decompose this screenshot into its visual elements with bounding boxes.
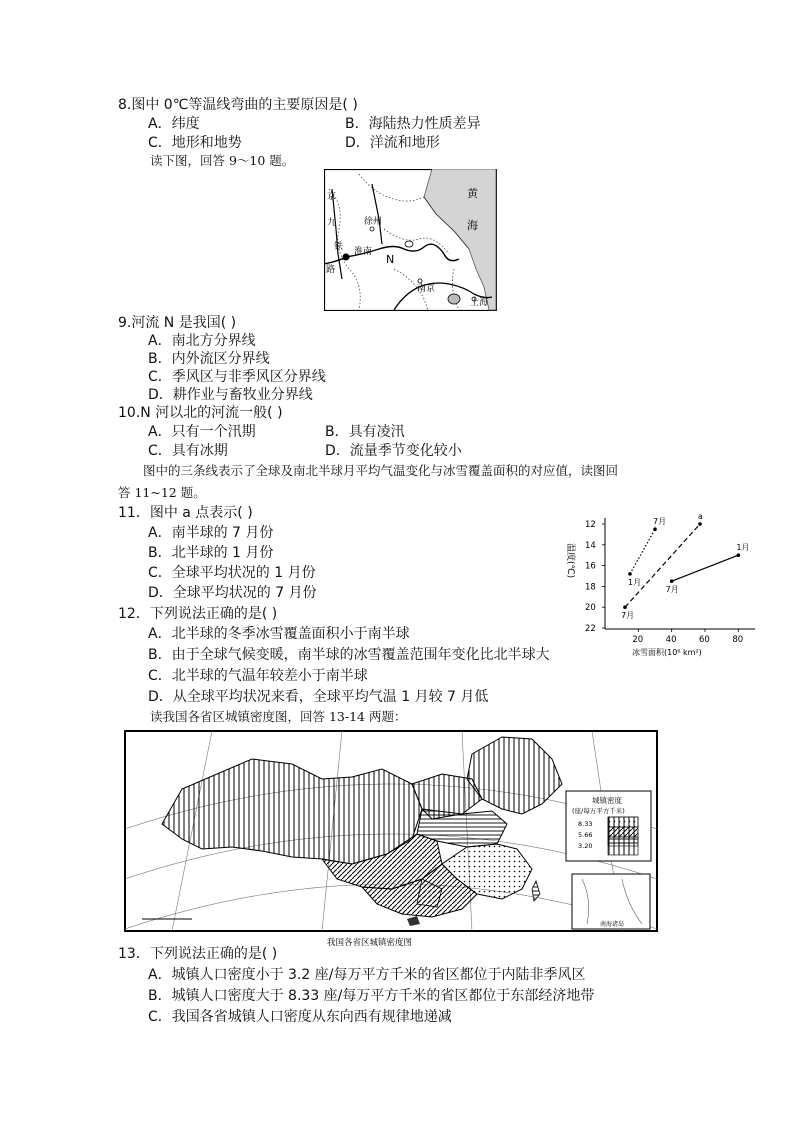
q9-option-c: C．季风区与非季风区分界线: [148, 369, 326, 385]
y-tick-label: 18: [585, 582, 596, 593]
y-tick-label: 12: [585, 520, 596, 530]
q9-option-b: B．内外流区分界线: [148, 351, 270, 367]
q8-option-d: D．洋流和地形: [345, 135, 440, 151]
q12-option-c: C．北半球的气温年较差小于南半球: [148, 668, 368, 684]
map-label-tie: 铁: [334, 242, 344, 252]
point-label: 7月: [653, 517, 667, 527]
q10-option-d: D．流量季节变化较小: [325, 443, 462, 459]
series-point: [623, 605, 627, 609]
q12-option-d: D．从全球平均状况来看，全球平均气温 1 月较 7 月低: [148, 689, 489, 705]
legend-value-1: 8.33: [578, 820, 593, 828]
map-label-jiu: 九: [327, 218, 337, 228]
map-label-nanjing: 南京: [417, 284, 436, 294]
x-tick-label: 60: [699, 635, 710, 645]
q10-option-a: A．只有一个汛期: [148, 424, 256, 440]
point-label: 7月: [665, 585, 679, 595]
china-town-density-map: [122, 729, 660, 949]
q8-option-b: B．海陆热力性质差异: [345, 116, 481, 132]
series-point: [628, 572, 632, 576]
q11-option-c: C．全球平均状况的 1 月份: [148, 565, 316, 581]
q10-option-c: C．具有冰期: [148, 443, 228, 459]
series-point: [698, 522, 702, 526]
series-point: [653, 527, 657, 531]
point-label: a: [698, 512, 703, 521]
q9-stem: 9.河流 N 是我国( ): [118, 315, 237, 331]
q12-option-a: A．北半球的冬季冰雪覆盖面积小于南半球: [148, 626, 410, 642]
point-label: 1月: [736, 543, 750, 553]
map-label-river-n: N: [386, 253, 395, 266]
map-label-jing: 京: [327, 192, 337, 202]
q11-option-b: B．北半球的 1 月份: [148, 545, 274, 561]
temperature-ice-chart: [560, 506, 760, 661]
intro-9-10: 读下图，回答 9～10 题。: [150, 153, 295, 168]
q8-stem: 8.图中 0℃等温线弯曲的主要原因是( ): [118, 97, 358, 113]
series-line-dotted: [630, 529, 655, 574]
legend-title: 城镇密度: [592, 796, 622, 805]
x-tick-label: 20: [632, 635, 644, 645]
q8-option-c: C．地形和地势: [148, 135, 242, 151]
map2-caption: 我国各省区城镇密度图: [327, 938, 413, 948]
map-label-hai: 海: [467, 219, 478, 232]
q11-option-a: A．南半球的 7 月份: [148, 525, 274, 541]
q13-option-c: C．我国各省城镇人口密度从东向西有规律地递减: [148, 1009, 452, 1025]
map-label-lu: 路: [326, 265, 336, 275]
q9-option-d: D．耕作业与畜牧业分界线: [148, 387, 313, 403]
q11-option-d: D．全球平均状况的 7 月份: [148, 585, 317, 601]
intro-11-12-line1: 图中的三条线表示了全球及南北半球月平均气温变化与冰雪覆盖面积的对应值，读图回: [143, 463, 619, 478]
intro-11-12-line2: 答 11~12 题。: [118, 485, 206, 500]
y-tick-label: 22: [585, 624, 596, 634]
point-label: 7月: [621, 611, 635, 621]
series-point: [670, 579, 674, 583]
point-label: 1月: [628, 577, 642, 587]
y-tick-label: 16: [585, 561, 596, 572]
q13-option-a: A．城镇人口密度小于 3.2 座/每万平方千米的省区都位于内陆非季风区: [148, 967, 586, 983]
series-line-solid: [672, 555, 739, 581]
legend-value-3: 3.20: [578, 842, 593, 850]
q12-option-b: B．由于全球气候变暖，南半球的冰雪覆盖范围年变化比北半球大: [148, 647, 550, 663]
q12-stem: 12．下列说法正确的是( ): [118, 606, 278, 622]
intro-13-14: 读我国各省区城镇密度图，回答 13-14 两题：: [150, 709, 407, 724]
q13-stem: 13．下列说法正确的是( ): [118, 946, 278, 962]
legend-subtitle: (座/每万平方千米): [572, 807, 625, 815]
series-line-dashed: [625, 524, 700, 607]
huai-river-map: [324, 169, 497, 311]
q11-stem: 11．图中 a 点表示( ): [118, 505, 253, 521]
density-legend: [566, 791, 651, 861]
chart-xlabel: 冰雪面积(10⁶ km²): [632, 648, 702, 657]
x-tick-label: 40: [665, 635, 677, 645]
y-tick-label: 20: [585, 603, 596, 614]
city-marker: [343, 254, 350, 261]
map-label-xuzhou: 徐州: [364, 217, 383, 227]
q8-option-a: A．纬度: [148, 116, 200, 132]
inset-label: 南海诸岛: [600, 921, 625, 928]
series-point: [737, 553, 741, 557]
q10-stem: 10.N 河以北的河流一般( ): [118, 405, 283, 421]
map-label-huainan: 淮南: [354, 247, 373, 257]
q10-option-b: B．具有凌汛: [325, 424, 405, 440]
map-label-huang: 黄: [467, 187, 478, 200]
legend-value-2: 5.66: [578, 831, 593, 839]
q9-option-a: A．南北方分界线: [148, 333, 256, 349]
chart-ylabel: 温度(℃): [565, 543, 575, 579]
map-label-shanghai: 上海: [470, 298, 489, 308]
x-tick-label: 80: [732, 635, 744, 645]
q13-option-b: B．城镇人口密度大于 8.33 座/每万平方千米的省区都位于东部经济地带: [148, 988, 595, 1004]
y-tick-label: 14: [585, 540, 596, 551]
